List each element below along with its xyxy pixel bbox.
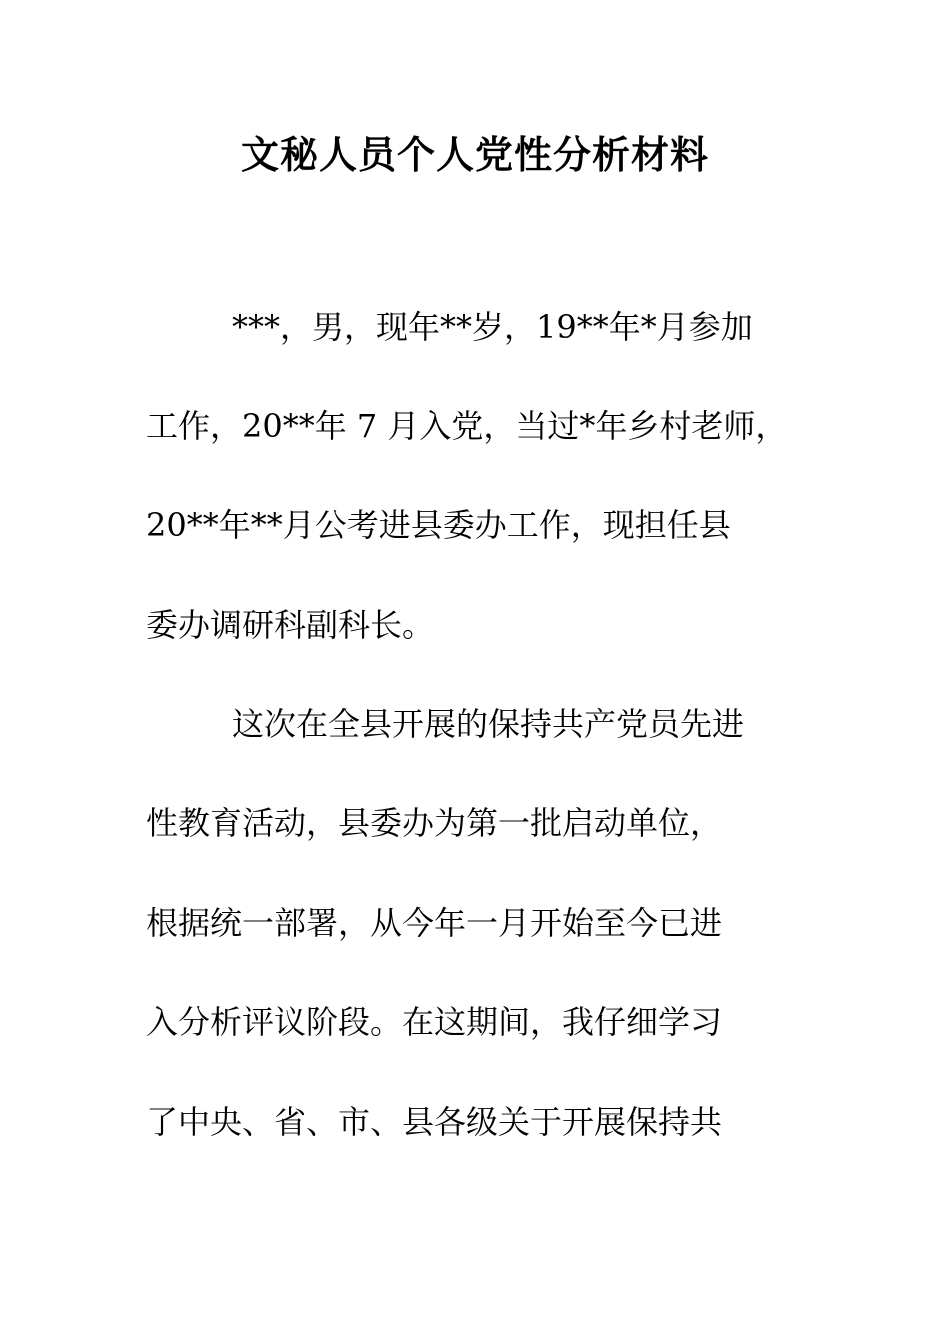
paragraph-1-line-2: 工作，20**年 7 月入党，当过*年乡村老师， xyxy=(146,407,788,445)
document-title: 文秘人员个人党性分析材料 xyxy=(240,133,709,177)
paragraph-2-line-5: 了中央、省、市、县各级关于开展保持共 xyxy=(146,1103,723,1141)
paragraph-2-line-2: 性教育活动，县委办为第一批启动单位， xyxy=(146,804,723,842)
paragraph-1-line-4: 委办调研科副科长。 xyxy=(146,606,435,644)
paragraph-2-line-1: 这次在全县开展的保持共产党员先进 xyxy=(232,705,745,743)
paragraph-1-line-1: ***，男，现年**岁，19**年*月参加 xyxy=(232,308,753,346)
paragraph-2-line-4: 入分析评议阶段。在这期间，我仔细学习 xyxy=(146,1003,723,1041)
paragraph-1-line-3: 20**年**月公考进县委办工作，现担任县 xyxy=(146,506,731,544)
paragraph-2-line-3: 根据统一部署，从今年一月开始至今已进 xyxy=(146,904,723,942)
